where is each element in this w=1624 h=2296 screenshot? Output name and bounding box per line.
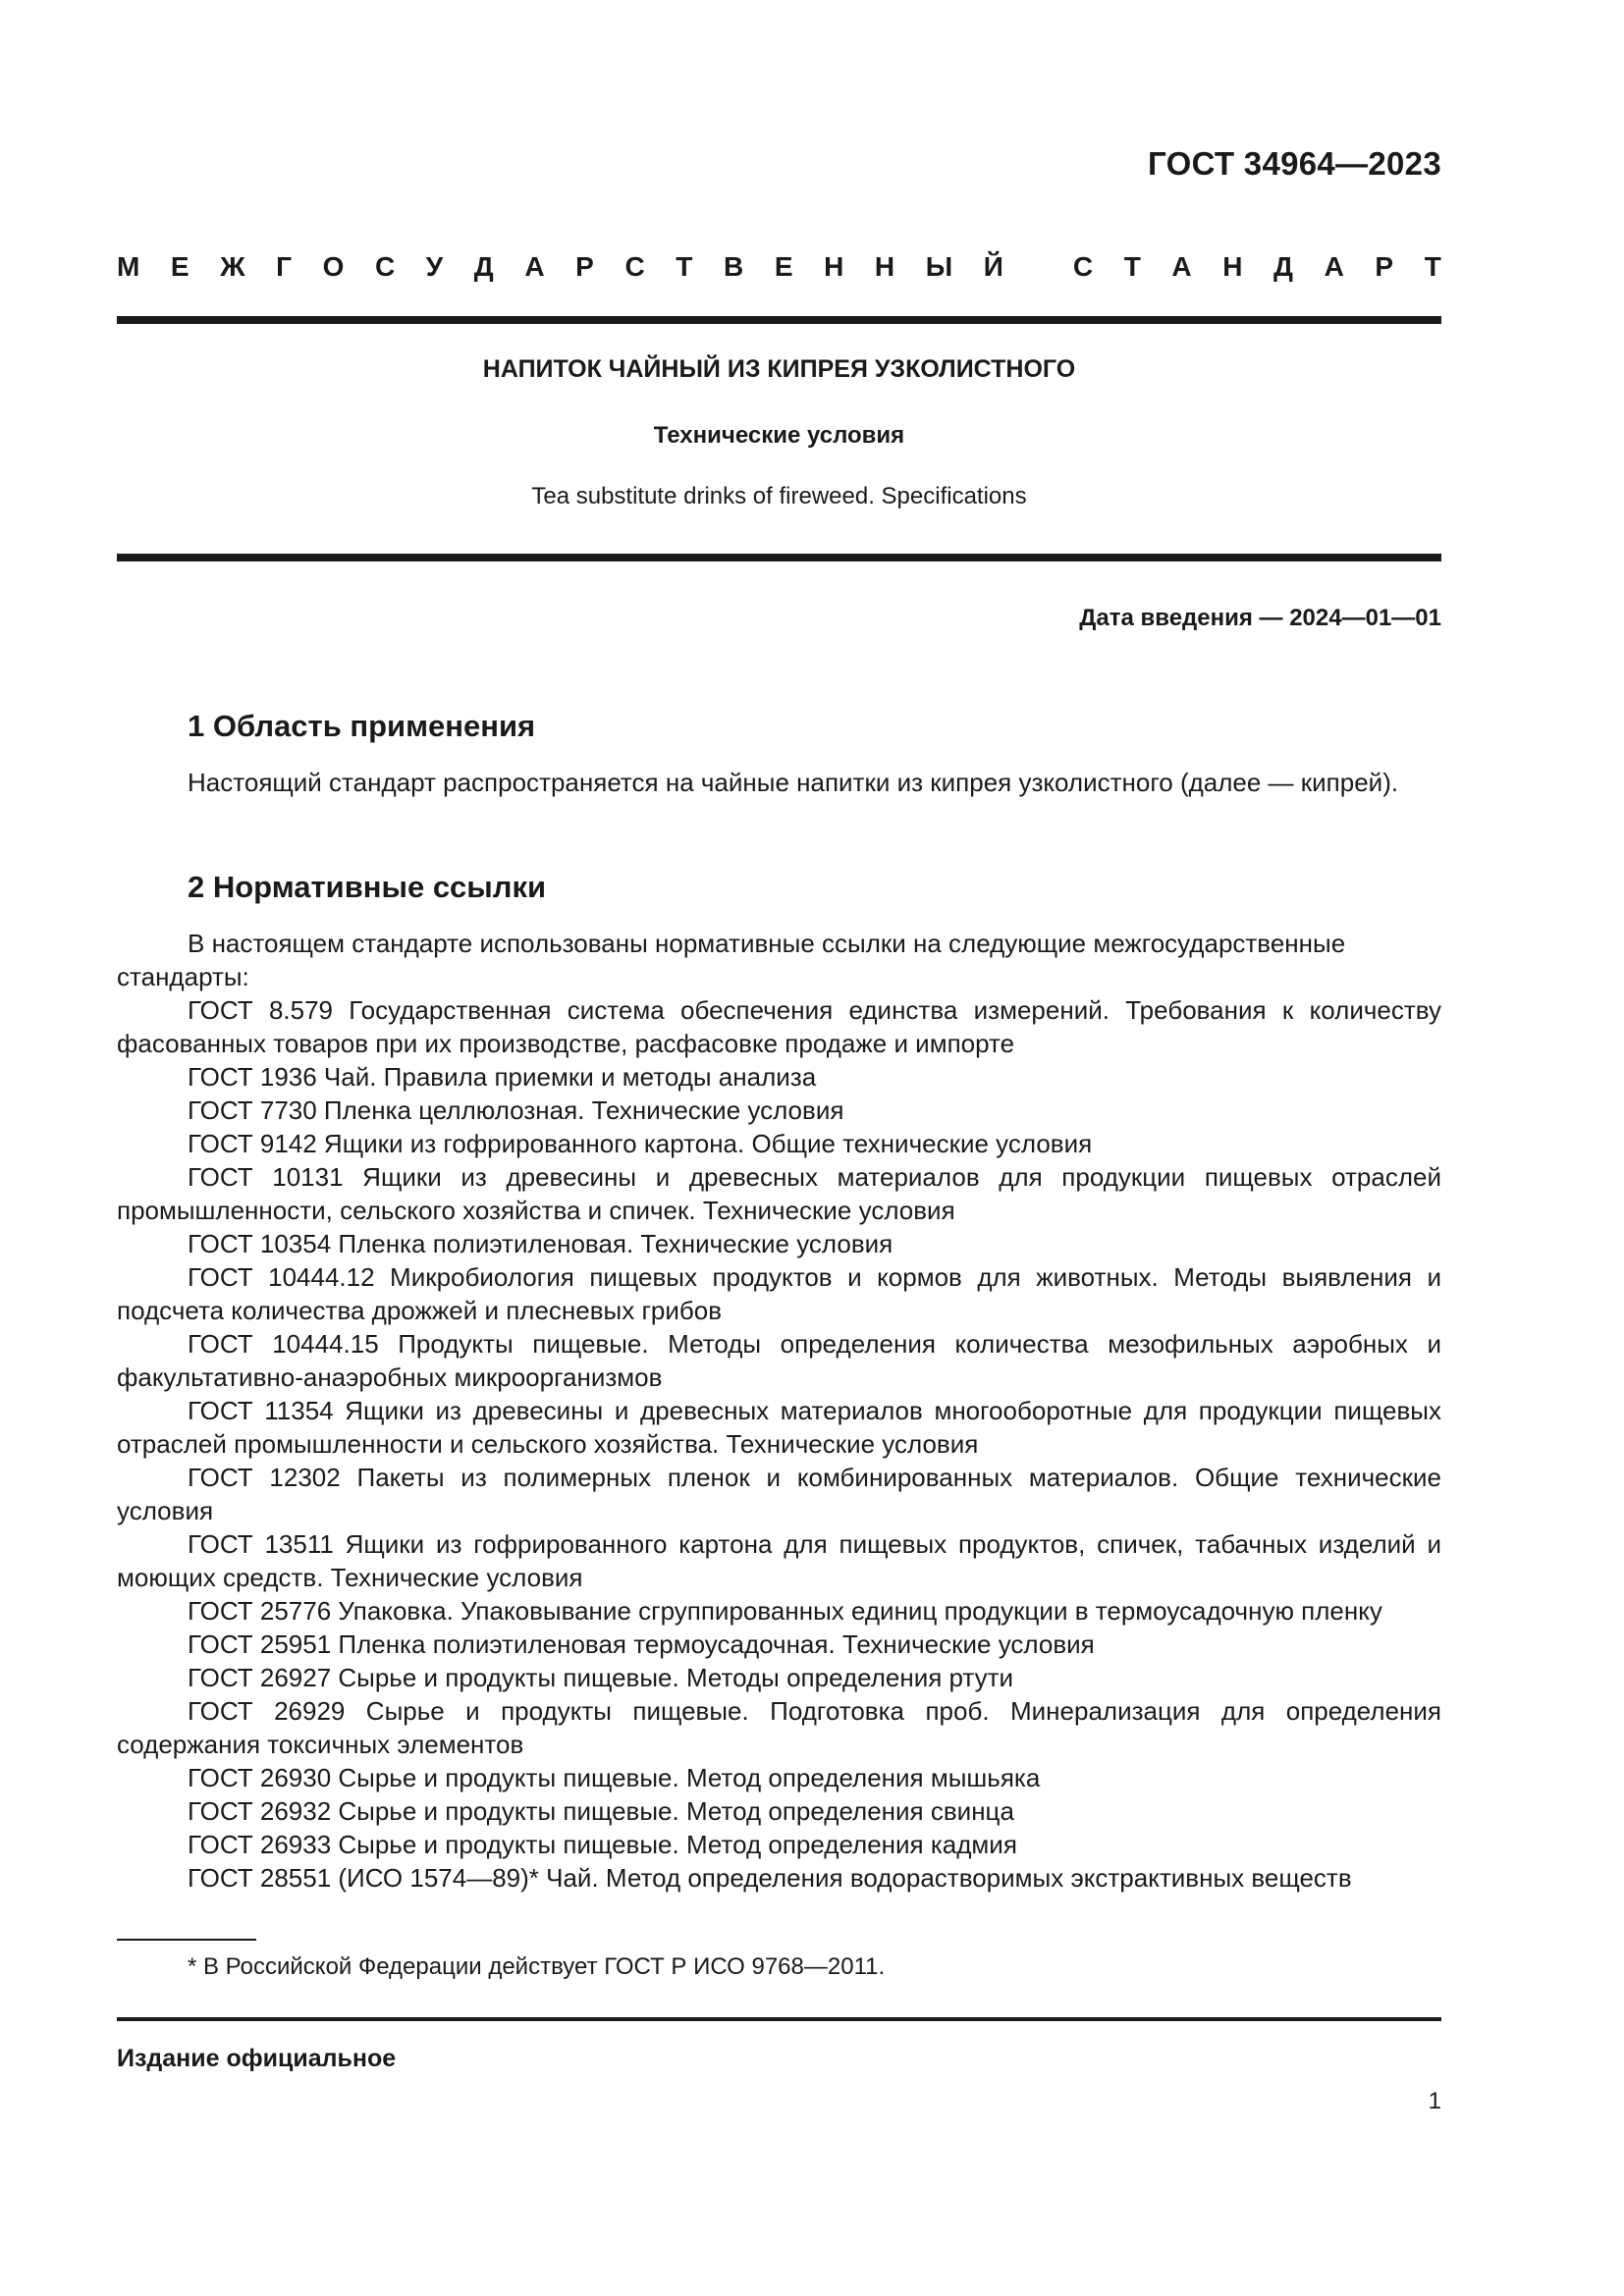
normative-reference: ГОСТ 10444.12 Микробиология пищевых продуктов и кормов для животных. Методы выявления и подсчета количества дрожжей и плесневых грибов (117, 1262, 1441, 1325)
normative-reference: ГОСТ 28551 (ИСО 1574—89)* Чай. Метод определения водорастворимых экстрактивных веществ (188, 1863, 1352, 1893)
normative-reference: ГОСТ 26933 Сырье и продукты пищевые. Метод определения кадмия (188, 1830, 1017, 1859)
document-subtitle: Технические условия (653, 422, 905, 449)
section-1-paragraph: Настоящий стандарт распространяется на чайные напитки из кипрея узколистного (далее — кипрей). (188, 768, 1399, 797)
interstate-letter: Р (1375, 251, 1394, 282)
interstate-letter: Н (1222, 251, 1243, 282)
interstate-letter: Н (824, 251, 844, 282)
interstate-letter: А (1324, 251, 1344, 282)
interstate-letter: О (322, 251, 345, 282)
interstate-letter: Е (774, 251, 793, 282)
interstate-letter: Д (1273, 251, 1293, 282)
normative-reference: ГОСТ 9142 Ящики из гофрированного картона. Общие технические условия (188, 1129, 1093, 1158)
interstate-letter: Д (473, 251, 494, 282)
normative-reference: ГОСТ 26930 Сырье и продукты пищевые. Метод определения мышьяка (188, 1763, 1041, 1792)
interstate-letter: Г (276, 251, 292, 282)
normative-reference: ГОСТ 10444.15 Продукты пищевые. Методы определения количества мезофильных аэробных и факультативно-анаэробных микроорганизмов (117, 1329, 1441, 1392)
interstate-letter: М (117, 251, 140, 282)
interstate-letter: А (524, 251, 545, 282)
interstate-letter: Ж (220, 251, 245, 282)
interstate-letter: Т (1424, 251, 1441, 282)
header-rule-top (117, 316, 1441, 324)
introduction-date: Дата введения — 2024—01—01 (1079, 605, 1441, 631)
interstate-letter: Й (983, 251, 1003, 282)
interstate-letter (1034, 251, 1042, 283)
interstate-letter: С (624, 251, 645, 282)
interstate-letter: Н (874, 251, 895, 282)
normative-reference: ГОСТ 26932 Сырье и продукты пищевые. Метод определения свинца (188, 1796, 1014, 1826)
section-1-heading: 1 Область применения (188, 709, 536, 743)
normative-reference: ГОСТ 26929 Сырье и продукты пищевые. Подготовка проб. Минерализация для определения содержания токсичных элементов (117, 1696, 1441, 1759)
footnote-separator (117, 1939, 256, 1941)
interstate-letter: В (723, 251, 744, 282)
interstate-letter: Е (170, 251, 189, 282)
normative-reference: ГОСТ 10131 Ящики из древесины и древесных материалов для продукции пищевых отраслей промышленности, сельского хозяйства и спичек. Технические условия (117, 1162, 1441, 1225)
section-2-body (117, 927, 1441, 1895)
document-title: НАПИТОК ЧАЙНЫЙ ИЗ КИПРЕЯ УЗКОЛИСТНОГО (482, 355, 1076, 383)
interstate-letter: С (374, 251, 396, 282)
normative-reference: ГОСТ 11354 Ящики из древесины и древесных материалов многооборотные для продукции пищевых отраслей промышленности и сельского хозяйства. Технические условия (117, 1396, 1441, 1459)
interstate-letter: Р (575, 251, 594, 282)
interstate-letter: Т (676, 251, 693, 282)
normative-reference: ГОСТ 13511 Ящики из гофрированного картона для пищевых продуктов, спичек, табачных изделий и моющих средств. Технические условия (117, 1529, 1441, 1592)
section-2-heading: 2 Нормативные ссылки (188, 870, 547, 904)
normative-reference: ГОСТ 1936 Чай. Правила приемки и методы анализа (188, 1062, 817, 1092)
interstate-letter: Ы (925, 251, 953, 282)
interstate-letter: С (1072, 251, 1094, 282)
page-number: 1 (1428, 2088, 1441, 2114)
normative-reference: ГОСТ 7730 Пленка целлюлозная. Технические условия (188, 1095, 844, 1125)
normative-reference: ГОСТ 12302 Пакеты из полимерных пленок и комбинированных материалов. Общие технические условия (117, 1463, 1441, 1525)
normative-reference: ГОСТ 8.579 Государственная система обеспечения единства измерений. Требования к количеству фасованных товаров при их производстве, расфасовке продаже и импорте (117, 995, 1441, 1058)
standard-number: ГОСТ 34964—2023 (1148, 145, 1441, 182)
interstate-letter: А (1171, 251, 1192, 282)
section-2-intro: В настоящем стандарте использованы нормативные ссылки на следующие межгосударственные стандарты: (117, 929, 1346, 991)
official-edition-label: Издание официальное (117, 2045, 397, 2072)
footnote: * В Российской Федерации действует ГОСТ Р ИСО 9768—2011. (188, 1953, 886, 1980)
section-1-body (117, 766, 1441, 799)
footer-rule (117, 2017, 1441, 2021)
normative-reference: ГОСТ 26927 Сырье и продукты пищевые. Методы определения ртути (188, 1663, 1014, 1692)
header-rule-bottom (117, 554, 1441, 561)
interstate-letter: Т (1123, 251, 1141, 282)
interstate-letter: У (425, 251, 444, 282)
normative-reference: ГОСТ 10354 Пленка полиэтиленовая. Технические условия (188, 1229, 893, 1258)
normative-reference: ГОСТ 25951 Пленка полиэтиленовая термоусадочная. Технические условия (188, 1629, 1095, 1659)
document-title-english: Tea substitute drinks of fireweed. Specifications (531, 483, 1027, 509)
interstate-standard-banner (117, 251, 1441, 283)
normative-reference: ГОСТ 25776 Упаковка. Упаковывание сгруппированных единиц продукции в термоусадочную пленку (188, 1596, 1382, 1626)
